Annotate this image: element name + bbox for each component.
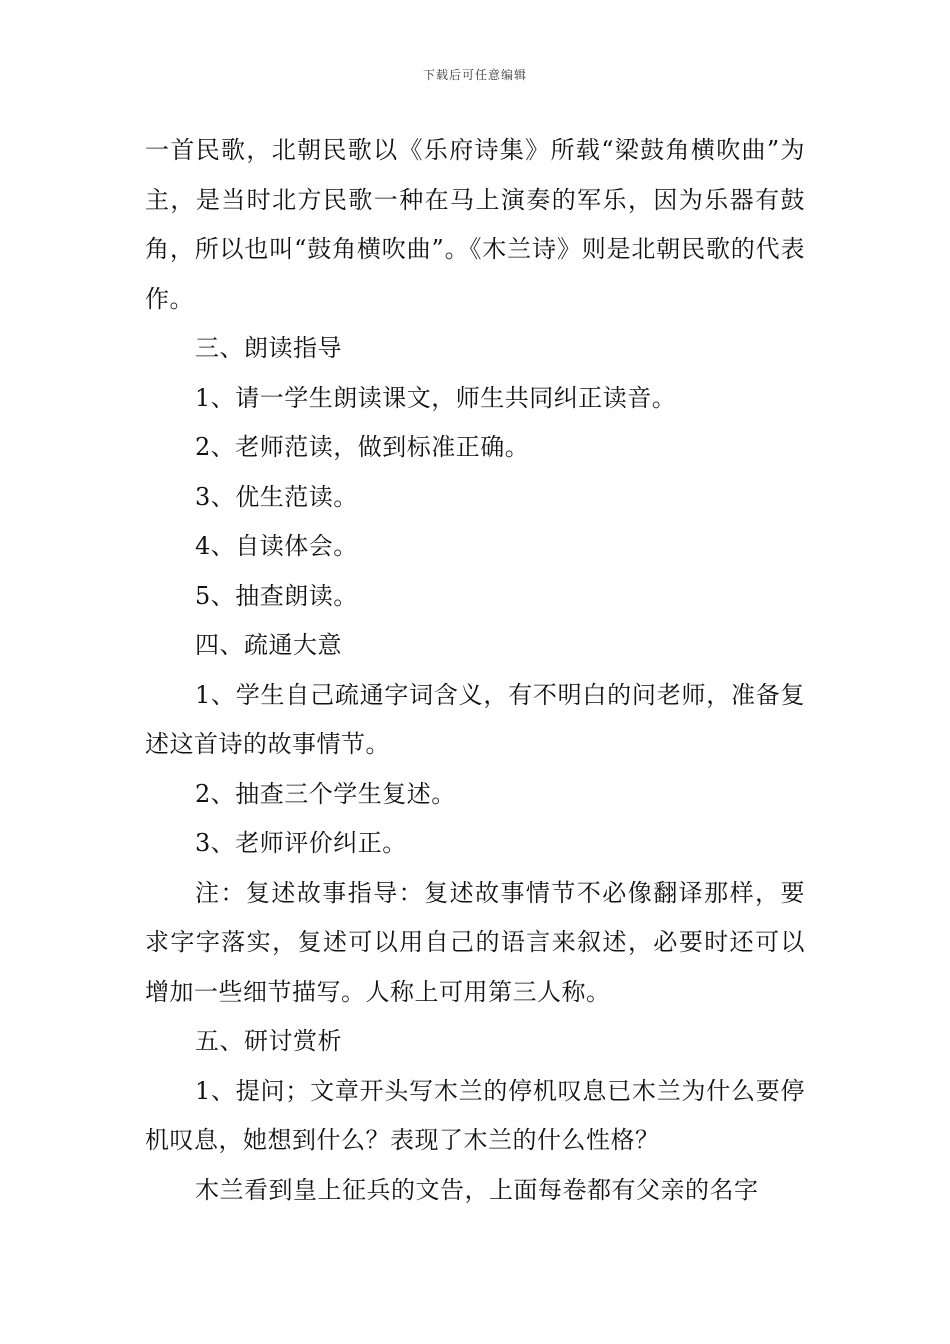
list-item: 3、老师评价纠正。 [195, 829, 407, 857]
section-heading-reading: 三、朗读指导 [195, 334, 342, 362]
section-heading-analysis: 五、研讨赏析 [195, 1027, 342, 1055]
list-item: 1、提问；文章开头写木兰的停机叹息已木兰为什么要停机叹息，她想到什么？表现了木兰的什么性格？ [145, 1076, 805, 1154]
page-header: 下载后可任意编辑 [422, 68, 527, 82]
list-item: 4、自读体会。 [195, 532, 358, 560]
section-heading-meaning: 四、疏通大意 [195, 631, 342, 659]
list-item: 5、抽查朗读。 [195, 581, 358, 610]
paragraph: 木兰看到皇上征兵的文告，上面每卷都有父亲的名字 [195, 1175, 759, 1204]
document-body [145, 126, 805, 1215]
note-paragraph: 注：复述故事指导：复述故事情节不必像翻译那样，要求字字落实，复述可以用自己的语言来叙述，必要时还可以增加一些细节描写。人称上可用第三人称。 [145, 878, 805, 1006]
list-item: 3、优生范读。 [195, 482, 358, 511]
list-item: 1、请一学生朗读课文，师生共同纠正读音。 [195, 383, 677, 412]
list-item: 2、抽查三个学生复述。 [195, 779, 456, 808]
paragraph: 一首民歌，北朝民歌以《乐府诗集》所载“梁鼓角横吹曲”为主，是当时北方民歌一种在马上演奏的军乐，因为乐器有鼓角，所以也叫“鼓角横吹曲”。《木兰诗》则是北朝民歌的代表作。 [145, 136, 805, 313]
list-item: 2、老师范读，做到标准正确。 [195, 433, 530, 461]
list-item: 1、学生自己疏通字词含义，有不明白的问老师，准备复述这首诗的故事情节。 [145, 680, 805, 758]
